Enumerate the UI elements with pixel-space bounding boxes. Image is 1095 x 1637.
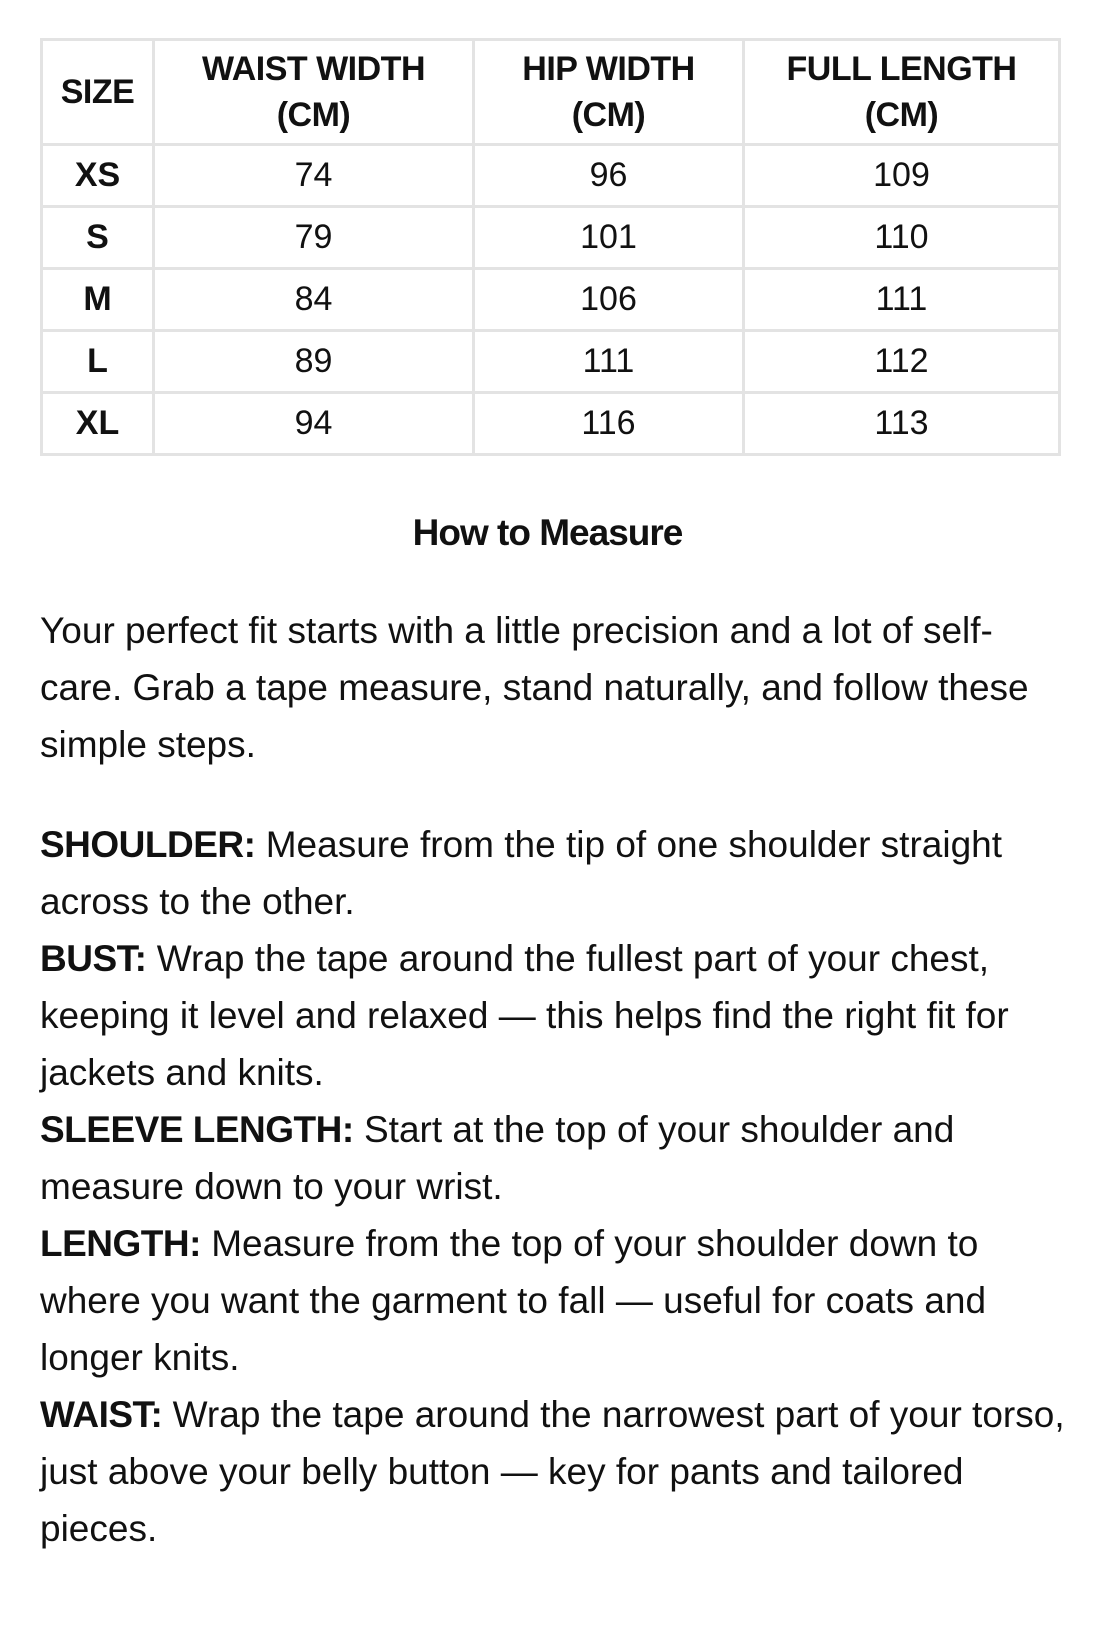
table-header-row bbox=[42, 40, 1060, 145]
header-waist-line2: (CM) bbox=[276, 96, 351, 134]
hip-cell: 116 bbox=[474, 393, 744, 455]
table-row bbox=[42, 393, 1060, 455]
waist-cell: 94 bbox=[154, 393, 474, 455]
size-cell: XL bbox=[42, 393, 154, 455]
header-size bbox=[42, 40, 154, 145]
length-cell: 110 bbox=[744, 207, 1060, 269]
instruction-sleeve-length bbox=[40, 1101, 1070, 1215]
header-waist-width bbox=[154, 40, 474, 145]
size-cell: L bbox=[42, 331, 154, 393]
instruction-text: Wrap the tape around the fullest part of your chest, keeping it level and relaxed — this helps find the right fit for jackets and knits. bbox=[40, 938, 1009, 1093]
table-row bbox=[42, 269, 1060, 331]
header-size-label: SIZE bbox=[60, 73, 135, 111]
length-cell: 113 bbox=[744, 393, 1060, 455]
header-length-line1: FULL LENGTH bbox=[786, 50, 1017, 88]
header-hip-width bbox=[474, 40, 744, 145]
size-cell: XS bbox=[42, 145, 154, 207]
header-waist-line1: WAIST WIDTH bbox=[201, 50, 426, 88]
hip-cell: 106 bbox=[474, 269, 744, 331]
header-hip-line1: HIP WIDTH bbox=[522, 50, 695, 88]
table-row bbox=[42, 207, 1060, 269]
instruction-text: Wrap the tape around the narrowest part of your torso, just above your belly button — key for pants and tailored pieces. bbox=[40, 1394, 1065, 1549]
how-to-measure-intro: Your perfect fit starts with a little precision and a lot of self-care. Grab a tape measure, stand naturally, and follow these simple steps. bbox=[40, 610, 1029, 765]
measurement-instructions bbox=[40, 816, 1070, 1557]
size-cell: M bbox=[42, 269, 154, 331]
length-cell: 111 bbox=[744, 269, 1060, 331]
header-length-line2: (CM) bbox=[864, 96, 939, 134]
hip-cell: 101 bbox=[474, 207, 744, 269]
instruction-text: Start at the top of your shoulder and measure down to your wrist. bbox=[40, 1109, 955, 1207]
instruction-shoulder bbox=[40, 816, 1070, 930]
instruction-term: SHOULDER: bbox=[40, 824, 256, 865]
waist-cell: 84 bbox=[154, 269, 474, 331]
waist-cell: 79 bbox=[154, 207, 474, 269]
hip-cell: 111 bbox=[474, 331, 744, 393]
length-cell: 112 bbox=[744, 331, 1060, 393]
waist-cell: 74 bbox=[154, 145, 474, 207]
table-row bbox=[42, 331, 1060, 393]
instruction-text: Measure from the top of your shoulder down to where you want the garment to fall — useful for coats and longer knits. bbox=[40, 1223, 987, 1378]
size-chart-table bbox=[40, 38, 1061, 456]
hip-cell: 96 bbox=[474, 145, 744, 207]
header-full-length bbox=[744, 40, 1060, 145]
instruction-length bbox=[40, 1215, 1070, 1386]
instruction-text: Measure from the tip of one shoulder straight across to the other. bbox=[40, 824, 1003, 922]
instruction-term: LENGTH: bbox=[40, 1223, 201, 1264]
instruction-waist bbox=[40, 1386, 1070, 1557]
waist-cell: 89 bbox=[154, 331, 474, 393]
instruction-term: SLEEVE LENGTH: bbox=[40, 1109, 354, 1150]
instruction-term: BUST: bbox=[40, 938, 147, 979]
size-cell: S bbox=[42, 207, 154, 269]
how-to-measure-title: How to Measure bbox=[412, 512, 683, 553]
instruction-bust bbox=[40, 930, 1070, 1101]
length-cell: 109 bbox=[744, 145, 1060, 207]
table-row bbox=[42, 145, 1060, 207]
instruction-term: WAIST: bbox=[40, 1394, 163, 1435]
header-hip-line2: (CM) bbox=[571, 96, 646, 134]
